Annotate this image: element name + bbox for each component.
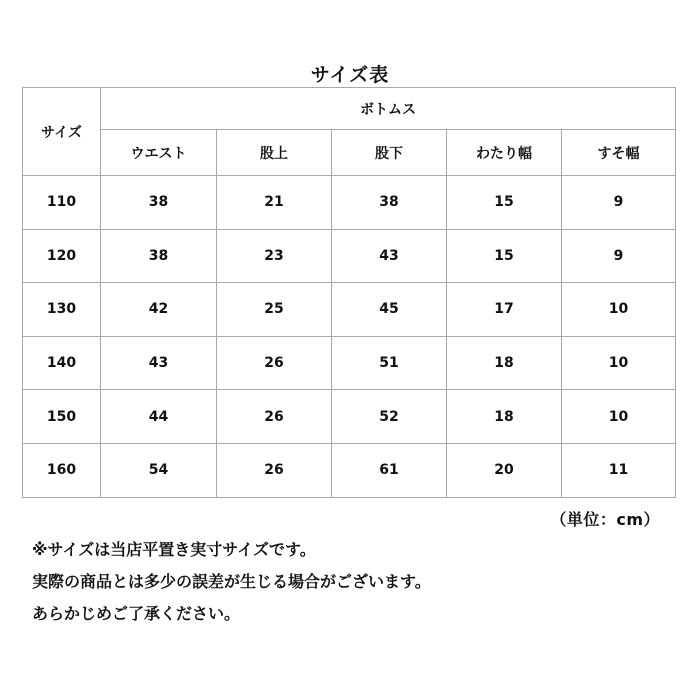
measurement-cell: 10 [562, 336, 676, 390]
column-header-hem-width: すそ幅 [562, 130, 676, 176]
measurement-cell: 38 [101, 229, 217, 283]
measurement-cell: 42 [101, 283, 217, 337]
table-row [23, 390, 676, 444]
note-line: 実際の商品とは多少の誤差が生じる場合がございます。 [32, 572, 431, 591]
size-cell: 120 [23, 229, 101, 283]
measurement-cell: 20 [447, 443, 562, 497]
table-header-row [23, 88, 676, 130]
measurement-cell: 44 [101, 390, 217, 444]
measurement-cell: 17 [447, 283, 562, 337]
measurement-cell: 10 [562, 283, 676, 337]
size-table [22, 87, 676, 498]
measurement-cell: 15 [447, 176, 562, 230]
measurement-cell: 25 [217, 283, 332, 337]
measurement-cell: 15 [447, 229, 562, 283]
table-row [23, 283, 676, 337]
bottoms-group-header: ボトムス [101, 88, 676, 130]
measurement-cell: 18 [447, 336, 562, 390]
size-column-header: サイズ [23, 88, 101, 176]
measurement-cell: 9 [562, 229, 676, 283]
measurement-cell: 43 [332, 229, 447, 283]
note-line: あらかじめご了承ください。 [32, 604, 241, 623]
table-row [23, 176, 676, 230]
measurement-cell: 61 [332, 443, 447, 497]
measurement-cell: 45 [332, 283, 447, 337]
measurement-cell: 18 [447, 390, 562, 444]
table-row [23, 229, 676, 283]
measurement-cell: 26 [217, 336, 332, 390]
measurement-cell: 38 [332, 176, 447, 230]
column-header-waist: ウエスト [101, 130, 217, 176]
measurement-cell: 38 [101, 176, 217, 230]
measurement-cell: 52 [332, 390, 447, 444]
size-cell: 110 [23, 176, 101, 230]
measurement-cell: 26 [217, 443, 332, 497]
measurement-cell: 23 [217, 229, 332, 283]
measurement-cell: 11 [562, 443, 676, 497]
measurement-cell: 10 [562, 390, 676, 444]
measurement-cell: 21 [217, 176, 332, 230]
column-header-thigh-width: わたり幅 [447, 130, 562, 176]
measurement-cell: 26 [217, 390, 332, 444]
measurement-cell: 9 [562, 176, 676, 230]
size-cell: 150 [23, 390, 101, 444]
size-cell: 160 [23, 443, 101, 497]
unit-label: （単位：cm） [550, 510, 660, 529]
page-title: サイズ表 [310, 64, 390, 86]
table-body [23, 176, 676, 498]
size-cell: 140 [23, 336, 101, 390]
measurement-cell: 51 [332, 336, 447, 390]
column-header-rise: 股上 [217, 130, 332, 176]
table-row [23, 443, 676, 497]
table-row [23, 336, 676, 390]
measurement-cell: 54 [101, 443, 217, 497]
notes [32, 540, 672, 636]
measurement-cell: 43 [101, 336, 217, 390]
column-header-inseam: 股下 [332, 130, 447, 176]
size-cell: 130 [23, 283, 101, 337]
note-line: ※サイズは当店平置き実寸サイズです。 [32, 540, 316, 559]
column-header-row [23, 130, 676, 176]
